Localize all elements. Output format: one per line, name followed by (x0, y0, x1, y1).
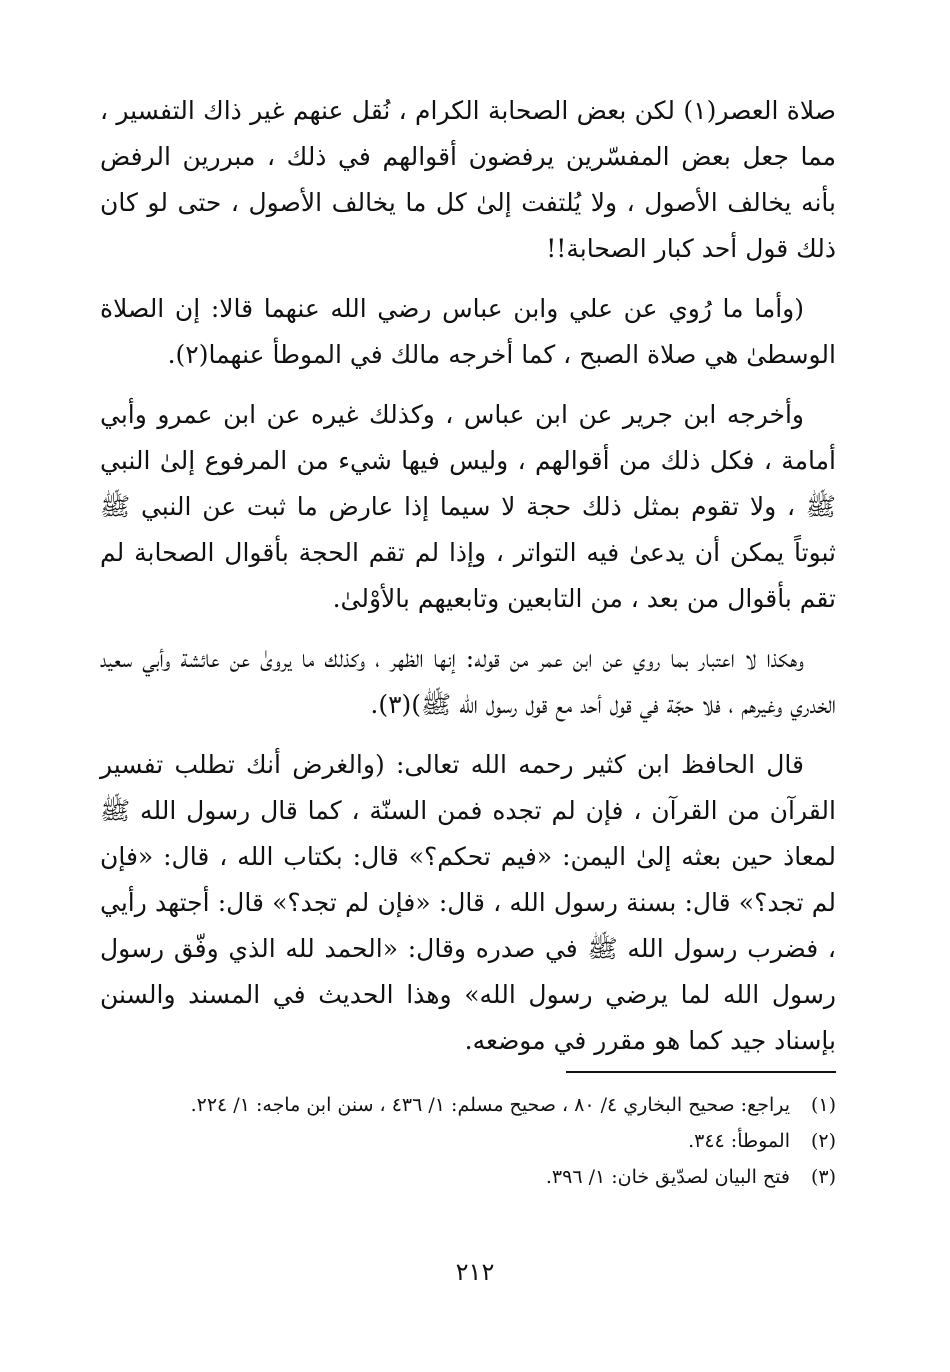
footnote-1 (100, 1090, 836, 1120)
footnote-number: (٢) (810, 1130, 836, 1152)
footnote-number: (١) (810, 1094, 836, 1116)
paragraph-2: (وأما ما رُوي عن علي وابن عباس رضي الله عنهما قالا: إن الصلاة الوسطىٰ هي صلاة الصبح ، كما أخرجه مالك في الموطأ عنهما(٢). (100, 294, 836, 369)
footnote-text: يراجع: صحيح البخاري ٤/ ٨٠ ، صحيح مسلم: ١/ ٤٣٦ ، سنن ابن ماجه: ١/ ٢٢٤. (190, 1094, 790, 1116)
paragraph-1: صلاة العصر(١) لكن بعض الصحابة الكرام ، نُقل عنهم غير ذاك التفسير ، مما جعل بعض المفسّرين يرفضون أقوالهم في ذلك ، مبررين الرفض بأنه يخالف الأصول ، ولا يُلتفت إلىٰ كل ما يخالف الأصول ، حتى لو كان ذلك قول أحد كبار الصحابة!! (100, 96, 836, 263)
footnote-2 (100, 1126, 836, 1156)
paragraph-4: وهكذا لا اعتبار بما روي عن ابن عمر من قوله: إنها الظهر ، وكذلك ما يروىٰ عن عائشة وأبي سعيد الخدري وغيرهم ، فلا حجّة في قول أحد مع قول رسول الله ﷺ)(٣). (100, 644, 836, 719)
main-text (100, 88, 836, 1078)
footnote-text: الموطأ: ٣٤٤. (688, 1130, 790, 1152)
page-number: ٢١٢ (455, 1258, 495, 1286)
footnote-number: (٣) (810, 1166, 836, 1188)
paragraph-3: وأخرجه ابن جرير عن ابن عباس ، وكذلك غيره عن ابن عمرو وأبي أمامة ، فكل ذلك من أقوالهم ، وليس فيها شيء من المرفوع إلىٰ النبي ﷺ ، ولا تقوم بمثل ذلك حجة لا سيما إذا عارض ما ثبت عن النبي ﷺ ثبوتاً يمكن أن يدعىٰ فيه التواتر ، وإذا لم تقم الحجة بأقوال الصحابة لم تقم بأقوال من بعد ، من التابعين وتابعيهم بالأوْلىٰ. (100, 400, 836, 613)
footnote-text: فتح البيان لصدّيق خان: ١/ ٣٩٦. (545, 1166, 790, 1188)
footnote-divider (566, 1071, 836, 1073)
paragraph-5: قال الحافظ ابن كثير رحمه الله تعالى: (والغرض أنك تطلب تفسير القرآن من القرآن ، فإن لم تجده فمن السنّة ، كما قال رسول الله ﷺ لمعاذ حين بعثه إلىٰ اليمن: «فيم تحكم؟» قال: بكتاب الله ، قال: «فإن لم تجد؟» قال: بسنة رسول الله ، قال: «فإن لم تجد؟» قال: أجتهد رأيي ، فضرب رسول الله ﷺ في صدره وقال: «الحمد لله الذي وفّق رسول رسول الله لما يرضي رسول الله» وهذا الحديث في المسند والسنن بإسناد جيد كما هو مقرر في موضعه. (100, 750, 836, 1055)
footnote-3 (100, 1162, 836, 1192)
footnotes (100, 1090, 836, 1198)
